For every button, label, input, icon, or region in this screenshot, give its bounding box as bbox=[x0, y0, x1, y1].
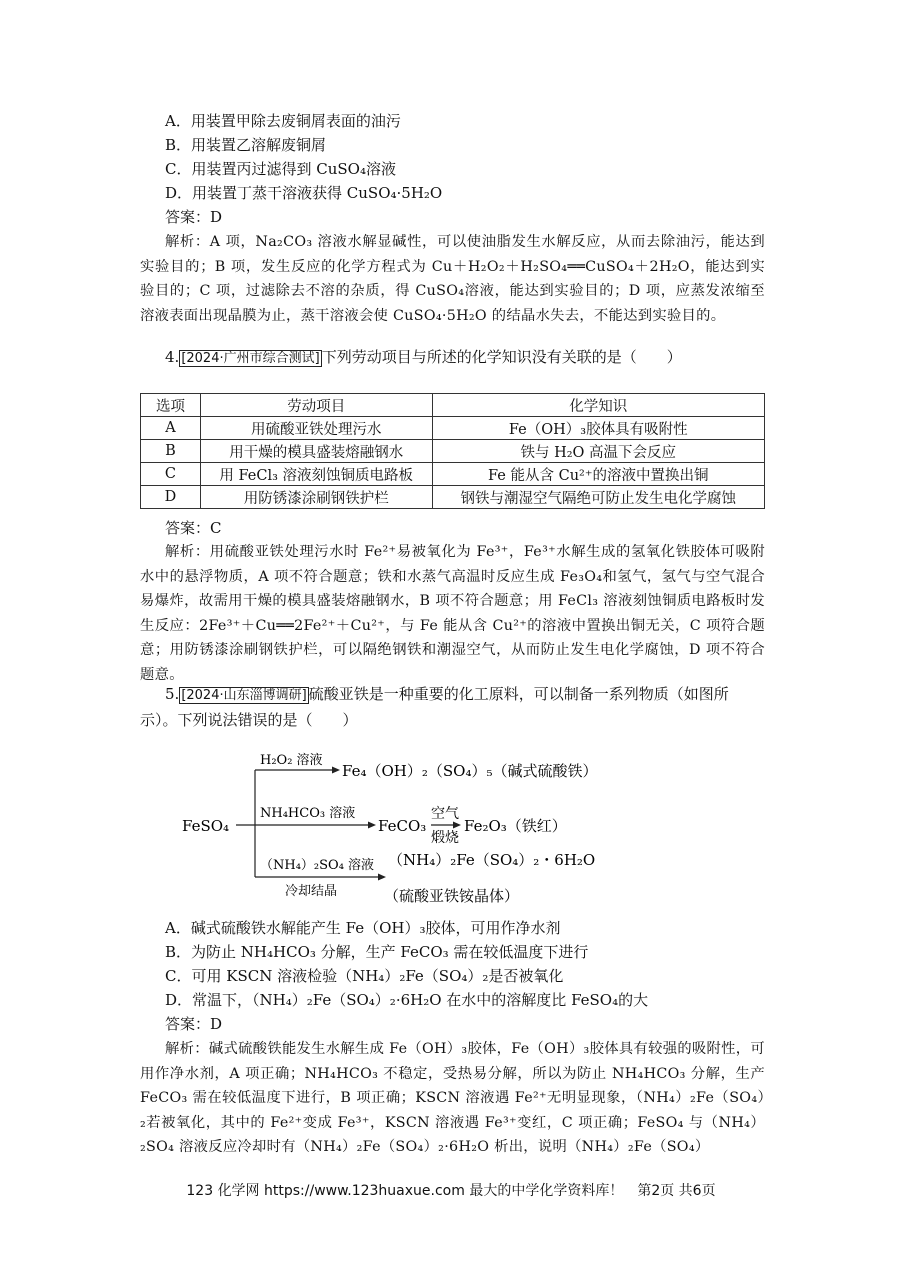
table-cell: 铁与 H₂O 高温下会反应 bbox=[432, 440, 764, 463]
page-footer: 123 化学网 https://www.123huaxue.com 最大的中学化学资料库！ 第2页 共6页 bbox=[186, 1183, 716, 1199]
q4-stem bbox=[140, 345, 765, 371]
table-header-row bbox=[141, 394, 765, 417]
q5-answer: 答案：D bbox=[165, 1015, 223, 1033]
diagram-b2-mid: FeCO₃ bbox=[378, 817, 427, 835]
q3-option-a: A．用装置甲除去废铜屑表面的油污 bbox=[165, 112, 401, 130]
table-cell: 用防锈漆涂刷钢铁护栏 bbox=[200, 486, 432, 509]
table-row bbox=[141, 463, 765, 486]
table-cell: D bbox=[141, 486, 201, 509]
diagram-b2-reagent: NH₄HCO₃ 溶液 bbox=[260, 806, 356, 821]
diagram-start: FeSO₄ bbox=[182, 817, 230, 835]
q4-analysis: 解析：用硫酸亚铁处理污水时 Fe²⁺易被氧化为 Fe³⁺，Fe³⁺水解生成的氢氧化铁胶体可吸附水中的悬浮物质，A 项不符合题意；铁和水蒸气高温时反应生成 Fe₃O₄和氢气，氢气与空气混合易爆炸，故需用干燥的模具盛装熔融钢水，B 项不符合题意；用 FeCl₃ 溶液刻蚀铜质电路板时发生反应：2Fe³⁺＋Cu══2Fe²⁺＋Cu²⁺，与 Fe 能从含 Cu²⁺的溶液中置换出铜无关，C 项符合题意；用防锈漆涂刷钢铁护栏，可以隔绝钢铁和潮湿空气，从而防止发生电化学腐蚀，D 项不符合题意。 bbox=[140, 544, 765, 683]
table-cell: Fe 能从含 Cu²⁺的溶液中置换出铜 bbox=[432, 463, 764, 486]
table-cell: C bbox=[141, 463, 201, 486]
diagram-b2-top: 空气 bbox=[431, 806, 459, 822]
q5-option-a: A．碱式硫酸铁水解能产生 Fe（OH）₃胶体，可用作净水剂 bbox=[165, 919, 561, 937]
table-cell: 用干燥的模具盛装熔融钢水 bbox=[200, 440, 432, 463]
q3-option-b: B．用装置乙溶解废铜屑 bbox=[165, 136, 327, 154]
table-header: 选项 bbox=[141, 394, 201, 417]
diagram-b2-product: Fe₂O₃（铁红） bbox=[464, 817, 567, 835]
diagram-b1-reagent: H₂O₂ 溶液 bbox=[260, 753, 323, 768]
q5-number: 5. bbox=[165, 685, 180, 703]
q4-source: [2024·广州市综合测试] bbox=[181, 351, 320, 366]
table-cell: Fe（OH）₃胶体具有吸附性 bbox=[432, 417, 764, 440]
q3-analysis: 解析：A 项，Na₂CO₃ 溶液水解显碱性，可以使油脂发生水解反应，从而去除油污，能达到实验目的；B 项，发生反应的化学方程式为 Cu＋H₂O₂＋H₂SO₄══CuSO₄＋2H₂O，能达到实验目的；C 项，过滤除去不溶的杂质，得 CuSO₄溶液，能达到实验目的；D 项，应蒸发浓缩至溶液表面出现晶膜为止，蒸干溶液会使 CuSO₄·5H₂O 的结晶水失去，不能达到实验目的。 bbox=[140, 234, 765, 324]
diagram-b2-bottom: 煅烧 bbox=[431, 830, 459, 846]
q3-option-d: D．用装置丁蒸干溶液获得 CuSO₄·5H₂O bbox=[165, 184, 443, 202]
q5-option-b: B．为防止 NH₄HCO₃ 分解，生产 FeCO₃ 需在较低温度下进行 bbox=[165, 943, 589, 961]
diagram-b3-reagent: （NH₄）₂SO₄ 溶液 bbox=[260, 858, 375, 873]
q4-table bbox=[140, 393, 765, 509]
table-row bbox=[141, 440, 765, 463]
table-row bbox=[141, 417, 765, 440]
table-cell: A bbox=[141, 417, 201, 440]
q5-reaction-diagram bbox=[180, 745, 620, 910]
diagram-b3-condition: 冷却结晶 bbox=[285, 884, 338, 899]
diagram-b3-name: （硫酸亚铁铵晶体） bbox=[384, 887, 520, 905]
q4-number: 4. bbox=[165, 348, 180, 366]
q5-stem bbox=[140, 682, 765, 733]
q5-option-d: D．常温下，（NH₄）₂Fe（SO₄）₂·6H₂O 在水中的溶解度比 FeSO₄的大 bbox=[165, 991, 649, 1009]
table-cell: 用硫酸亚铁处理污水 bbox=[200, 417, 432, 440]
q5-analysis: 解析：碱式硫酸铁能发生水解生成 Fe（OH）₃胶体，Fe（OH）₃胶体具有较强的吸附性，可用作净水剂，A 项正确；NH₄HCO₃ 不稳定，受热易分解，所以为防止 NH₄HCO₃ 分解，生产 FeCO₃ 需在较低温度下进行，B 项正确；KSCN 溶液遇 Fe²⁺无明显现象，（NH₄）₂Fe（SO₄）₂若被氧化，其中的 Fe²⁺变成 Fe³⁺，KSCN 溶液遇 Fe³⁺变红，C 项正确；FeSO₄ 与（NH₄）₂SO₄ 溶液反应冷却时有（NH₄）₂Fe（SO₄）₂·6H₂O 析出，说明（NH₄）₂Fe（SO₄） bbox=[140, 1041, 765, 1155]
q4-answer: 答案：C bbox=[165, 519, 222, 537]
table-header: 劳动项目 bbox=[200, 394, 432, 417]
table-cell: B bbox=[141, 440, 201, 463]
q5-stem-text: 硫酸亚铁是一种重要的化工原料，可以制备一系列物质（如图所示）。下列说法错误的是（ ） bbox=[140, 685, 729, 729]
q4-stem-text: 下列劳动项目与所述的化学知识没有关联的是（ ） bbox=[321, 348, 682, 366]
q5-option-c: C．可用 KSCN 溶液检验（NH₄）₂Fe（SO₄）₂是否被氧化 bbox=[165, 967, 564, 985]
q3-option-c: C．用装置丙过滤得到 CuSO₄溶液 bbox=[165, 160, 396, 178]
diagram-b1-product: Fe₄（OH）₂（SO₄）₅（碱式硫酸铁） bbox=[342, 762, 598, 780]
table-cell: 钢铁与潮湿空气隔绝可防止发生电化学腐蚀 bbox=[432, 486, 764, 509]
table-cell: 用 FeCl₃ 溶液刻蚀铜质电路板 bbox=[200, 463, 432, 486]
table-row bbox=[141, 486, 765, 509]
table-header: 化学知识 bbox=[432, 394, 764, 417]
q5-source: [2024·山东淄博调研] bbox=[181, 688, 307, 703]
q3-answer: 答案：D bbox=[165, 208, 223, 226]
diagram-b3-product: （NH₄）₂Fe（SO₄）₂・6H₂O bbox=[388, 851, 596, 869]
